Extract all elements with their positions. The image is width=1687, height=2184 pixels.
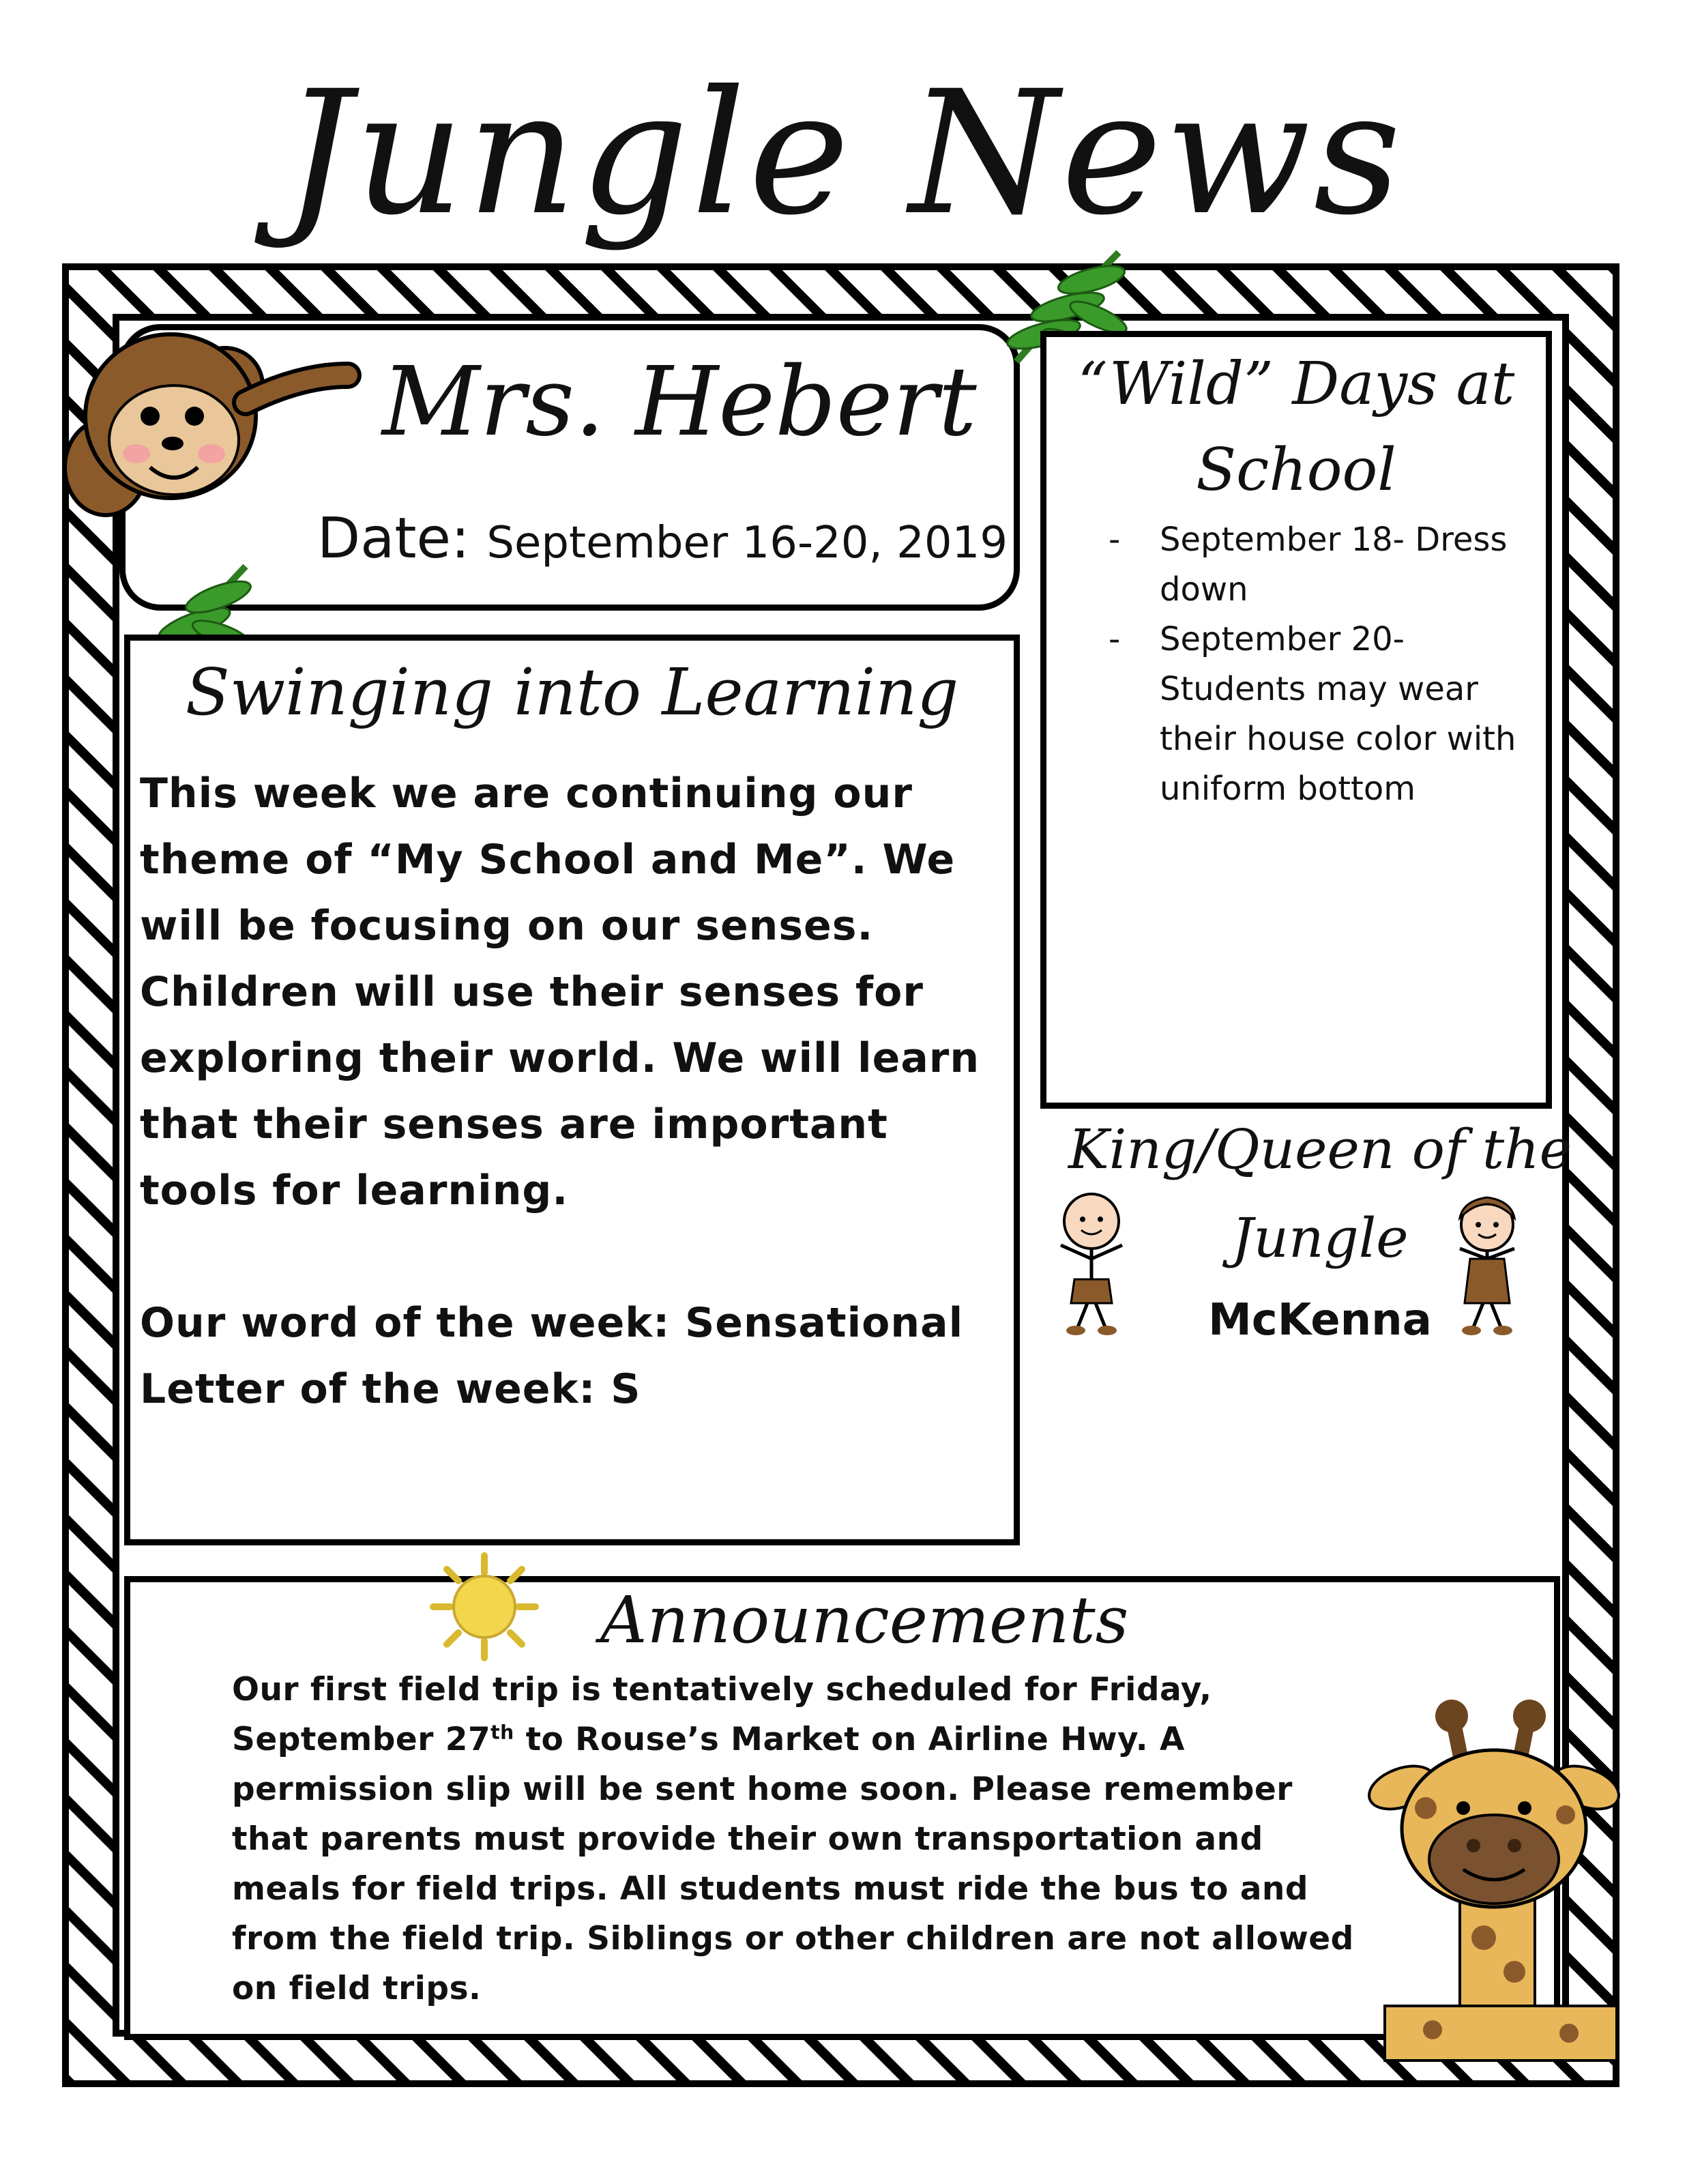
learning-paragraph: This week we are continuing our theme of “My School and Me”. We will be focusing on our senses. Children will use their senses for exploring their world. We will learn that their senses are important tools for learning. — [140, 770, 980, 1214]
caveboy-icon — [1047, 1191, 1136, 1341]
teacher-name: Mrs. Hebert — [382, 347, 977, 458]
date-row — [317, 505, 1008, 577]
wild-days-list — [1160, 515, 1542, 814]
giraffe-icon — [1371, 1692, 1630, 2074]
ordinal-suffix: th — [490, 1721, 514, 1744]
word-of-week: Our word of the week: Sensational — [140, 1299, 964, 1347]
learning-heading: Swinging into Learning — [185, 655, 959, 730]
announcements-heading: Announcements — [600, 1583, 1129, 1658]
wild-days-item: - September 18- Dress down — [1160, 515, 1542, 615]
monkey-icon — [55, 321, 368, 525]
cavegirl-icon — [1443, 1191, 1531, 1341]
announcements-body — [232, 1665, 1378, 2013]
wild-days-heading: “Wild” Days at School — [1077, 350, 1515, 504]
announcements-text-continued: to Rouse’s Market on Airline Hwy. A permission slip will be sent home soon. Please remember that parents must provide their own transportation and meals for field trips. All students must ride the bus to and from the field trip. Siblings or other children are not allowed on field trips. — [232, 1721, 1354, 2007]
learning-body — [140, 761, 1006, 1423]
letter-of-week: Letter of the week: S — [140, 1365, 641, 1413]
sun-icon — [430, 1552, 539, 1661]
announcements-text: Our first field trip is tentatively scheduled for Friday, September 27 — [232, 1671, 1212, 1758]
king-queen-heading: King/Queen of the Jungle — [1068, 1118, 1572, 1270]
date-value: September 16-20, 2019 — [486, 518, 1008, 568]
king-queen-name: McKenna — [1208, 1295, 1432, 1345]
page-title: Jungle News — [283, 54, 1404, 252]
wild-days-item: - September 20- Students may wear their house color with uniform bottom — [1160, 615, 1542, 814]
date-label: Date: — [317, 506, 470, 571]
